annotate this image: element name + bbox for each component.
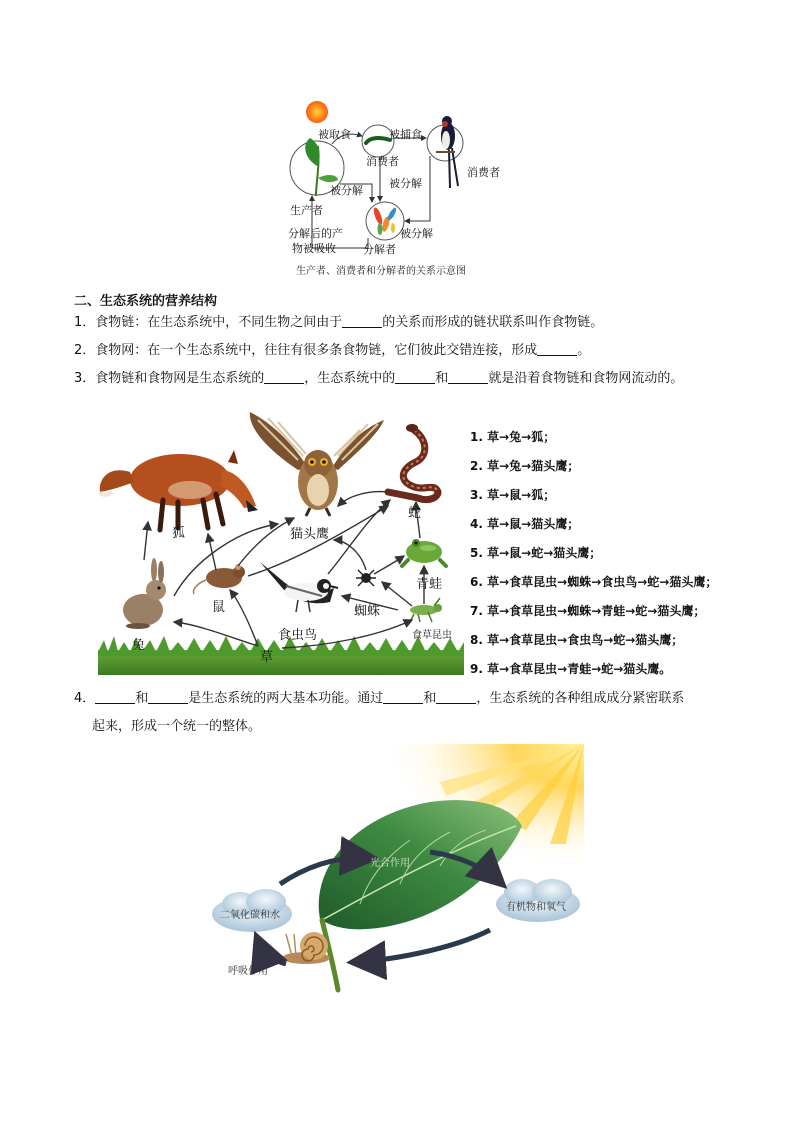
- p4-text-b: 和: [135, 691, 149, 706]
- label-frog: 青蛙: [416, 577, 443, 592]
- rat-icon: [194, 564, 246, 594]
- blank-1[interactable]: [342, 313, 382, 328]
- label-preyed: 被捕食: [389, 128, 422, 141]
- p1-text-a: 1．食物链：在生态系统中，不同生物之间由于: [74, 315, 343, 330]
- label-spider: 蜘蛛: [354, 604, 381, 619]
- blank-9[interactable]: [436, 689, 476, 704]
- label-consumer-2: 消费者: [467, 166, 500, 179]
- label-eaten: 被取食: [318, 128, 351, 141]
- arrow-organic-to-snail: [356, 930, 490, 962]
- swallow-icon: [436, 116, 458, 188]
- p3-text-b: ，生态系统中的: [304, 371, 396, 386]
- cycle-diagram: [210, 744, 584, 994]
- label-decomposer: 分解者: [363, 243, 396, 256]
- sun-icon: [306, 101, 328, 123]
- arrow-snail-to-co2: [258, 940, 286, 964]
- blank-5[interactable]: [448, 369, 488, 384]
- frog-icon: [402, 539, 446, 566]
- label-snake: 蛇: [408, 506, 422, 521]
- label-fox: 狐: [172, 526, 186, 541]
- label-grass: 草: [260, 650, 274, 665]
- blank-7[interactable]: [148, 689, 188, 704]
- blank-3[interactable]: [264, 369, 304, 384]
- food-chain-item: 2. 草→兔→猫头鹰；: [470, 459, 580, 473]
- spider-icon: [356, 570, 376, 586]
- label-bird: 食虫鸟: [278, 628, 318, 643]
- paragraph-functions-line2: 起来，形成一个统一的整体。: [92, 719, 262, 734]
- label-decomposed-mid: 被分解: [389, 177, 422, 190]
- label-photosynthesis: 光合作用: [370, 858, 410, 869]
- label-co2-water: 二氧化碳和水: [220, 910, 280, 921]
- cycle-diagram-graphic: [210, 744, 584, 994]
- label-producer: 生产者: [290, 204, 323, 217]
- food-chain-item: 7. 草→食草昆虫→蜘蛛→青蛙→蛇→猫头鹰；: [470, 604, 706, 618]
- food-chain-item: 4. 草→鼠→猫头鹰；: [470, 517, 580, 531]
- label-decomposed-left: 被分解: [330, 184, 363, 197]
- paragraph-structure: [74, 368, 683, 390]
- p2-text-a: 2．食物网：在一个生态系统中，往往有很多条食物链，它们彼此交错连接，形成: [74, 343, 538, 358]
- p4-text-d: 和: [423, 691, 437, 706]
- food-web-diagram: [98, 410, 464, 675]
- grasshopper-icon: [410, 598, 442, 622]
- caterpillar-icon: [366, 138, 390, 143]
- label-rat: 鼠: [212, 600, 226, 615]
- leaf-icon: [319, 800, 522, 990]
- snail-icon: [282, 932, 330, 964]
- food-chain-item: 9. 草→食草昆虫→青蛙→蛇→猫头鹰。: [470, 662, 672, 676]
- food-chain-item: 3. 草→鼠→狐；: [470, 488, 556, 502]
- p2-text-b: 。: [577, 343, 591, 358]
- label-absorbed-line2: 物被吸收: [292, 242, 336, 255]
- snake-icon: [388, 424, 438, 500]
- wagtail-icon: [260, 562, 338, 612]
- p3-text-a: 3．食物链和食物网是生态系统的: [74, 371, 265, 386]
- food-chain-item: 5. 草→鼠→蛇→猫头鹰；: [470, 546, 602, 560]
- diagram1-caption: 生产者、消费者和分解者的关系示意图: [296, 266, 466, 277]
- label-consumer-1: 消费者: [366, 155, 399, 168]
- paragraph-food-chain: [74, 312, 603, 334]
- blank-2[interactable]: [537, 341, 577, 356]
- label-respiration: 呼吸作用: [228, 966, 268, 977]
- p3-text-d: 就是沿着食物链和食物网流动的。: [488, 371, 684, 386]
- food-chain-item: 6. 草→食草昆虫→蜘蛛→食虫鸟→蛇→猫头鹰；: [470, 575, 718, 589]
- blank-4[interactable]: [395, 369, 435, 384]
- relationship-diagram: [280, 96, 520, 276]
- section-heading: 二、生态系统的营养结构: [74, 294, 218, 309]
- blank-6[interactable]: [95, 689, 135, 704]
- label-absorbed-line1: 分解后的产: [288, 227, 343, 240]
- label-insect: 食草昆虫: [412, 630, 452, 641]
- label-rabbit: 兔: [132, 638, 146, 653]
- blank-8[interactable]: [383, 689, 423, 704]
- food-chain-item: 1. 草→兔→狐；: [470, 430, 556, 444]
- p3-text-c: 和: [435, 371, 449, 386]
- p4-text-e: ，生态系统的各种组成成分紧密联系: [476, 691, 685, 706]
- food-chain-item: 8. 草→食草昆虫→食虫鸟→蛇→猫头鹰；: [470, 633, 684, 647]
- owl-icon: [250, 412, 384, 516]
- label-owl: 猫头鹰: [290, 527, 330, 542]
- p4-text-a: 4．: [74, 691, 96, 706]
- paragraph-functions: [74, 688, 684, 710]
- p4-text-c: 是生态系统的两大基本功能。通过: [188, 691, 384, 706]
- fox-icon: [100, 450, 258, 530]
- rabbit-icon: [123, 558, 166, 629]
- label-decomposed-right: 被分解: [400, 227, 433, 240]
- p1-text-b: 的关系而形成的链状联系叫作食物链。: [382, 315, 604, 330]
- label-organic-oxygen: 有机物和氧气: [506, 902, 566, 913]
- paragraph-food-web: [74, 340, 590, 362]
